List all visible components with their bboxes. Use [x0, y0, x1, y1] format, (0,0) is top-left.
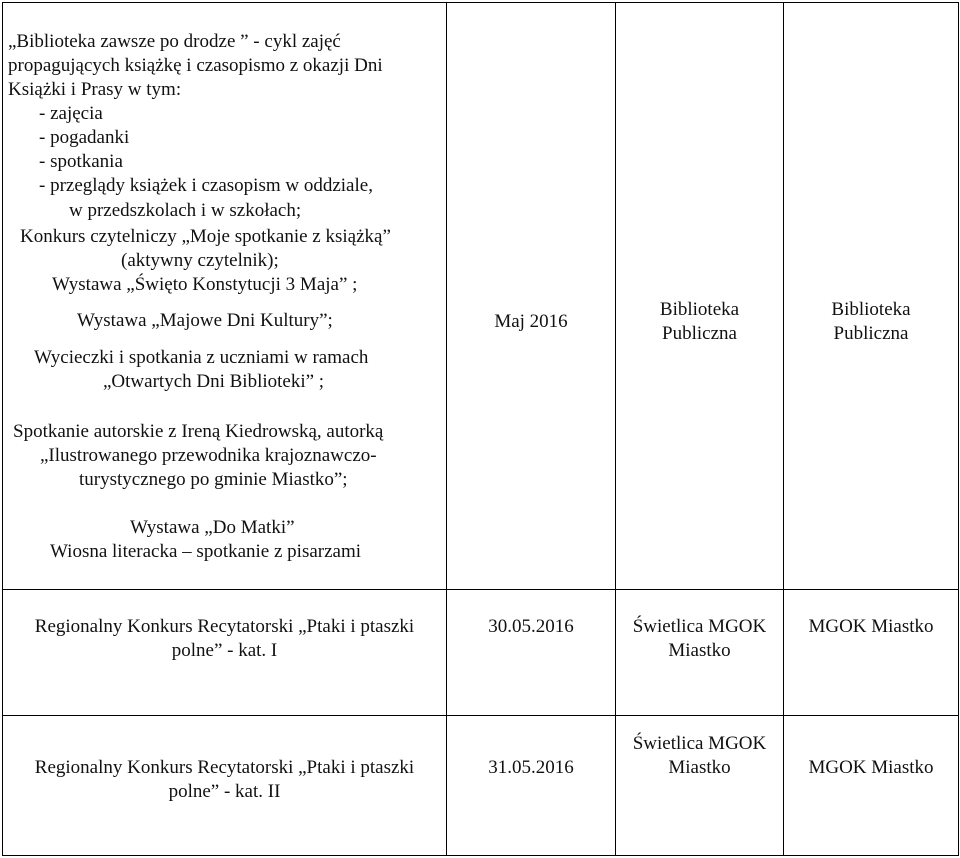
event-line: „Ilustrowanego przewodnika krajoznawczo- — [40, 445, 377, 466]
event-line: - pogadanki — [39, 127, 130, 148]
event-line: „Biblioteka zawsze po drodze ” - cykl zajęć — [8, 31, 341, 52]
date-cell: 31.05.2016 — [488, 757, 574, 778]
event-line: propagujących książkę i czasopismo z okazji Dni — [8, 55, 383, 76]
place-line: Miastko — [668, 757, 731, 778]
row-divider — [2, 589, 959, 590]
place-line: Świetlica MGOK — [632, 733, 767, 754]
event-line: - przeglądy książek i czasopism w oddziale, — [39, 175, 373, 196]
event-line: Konkurs czytelniczy „Moje spotkanie z książką” — [20, 226, 391, 247]
place-line: Świetlica MGOK — [632, 616, 767, 637]
event-line: turystycznego po gminie Miastko”; — [79, 469, 348, 490]
organizer-cell: MGOK Miastko — [808, 616, 934, 637]
event-line: Książki i Prasy w tym: — [8, 79, 182, 100]
event-line: w przedszkolach i w szkołach; — [69, 200, 302, 221]
event-line: - spotkania — [39, 151, 123, 172]
event-line: polne” - kat. I — [171, 640, 278, 661]
event-line: Wystawa „Majowe Dni Kultury”; — [77, 310, 333, 331]
place-line: Miastko — [668, 640, 731, 661]
event-line: polne” - kat. II — [168, 781, 281, 802]
table-border-left — [2, 2, 3, 856]
table-border-bottom — [2, 855, 959, 856]
date-cell: Maj 2016 — [494, 311, 568, 332]
column-divider — [446, 2, 447, 856]
event-line: Wycieczki i spotkania z uczniami w ramach — [34, 347, 369, 368]
organizer-line: Biblioteka — [831, 299, 911, 320]
event-line: Wiosna literacka – spotkanie z pisarzami — [50, 541, 362, 562]
table-border-right — [958, 2, 959, 856]
organizer-line: Publiczna — [833, 323, 909, 344]
event-line: Wystawa „Święto Konstytucji 3 Maja” ; — [52, 274, 358, 295]
event-line: (aktywny czytelnik); — [121, 250, 279, 271]
event-line: Wystawa „Do Matki” — [130, 517, 295, 538]
column-divider — [783, 2, 784, 856]
event-line: Spotkanie autorskie z Ireną Kiedrowską, autorką — [13, 421, 384, 442]
event-line: Regionalny Konkurs Recytatorski „Ptaki i ptaszki — [34, 757, 415, 778]
column-divider — [615, 2, 616, 856]
row-divider — [2, 715, 959, 716]
table-border-top — [2, 2, 959, 3]
organizer-cell: MGOK Miastko — [808, 757, 934, 778]
event-line: Regionalny Konkurs Recytatorski „Ptaki i ptaszki — [34, 616, 415, 637]
place-line: Biblioteka — [659, 299, 740, 320]
place-line: Publiczna — [662, 323, 737, 344]
date-cell: 30.05.2016 — [488, 616, 574, 637]
event-line: - zajęcia — [39, 103, 103, 124]
event-line: „Otwartych Dni Biblioteki” ; — [103, 371, 325, 392]
